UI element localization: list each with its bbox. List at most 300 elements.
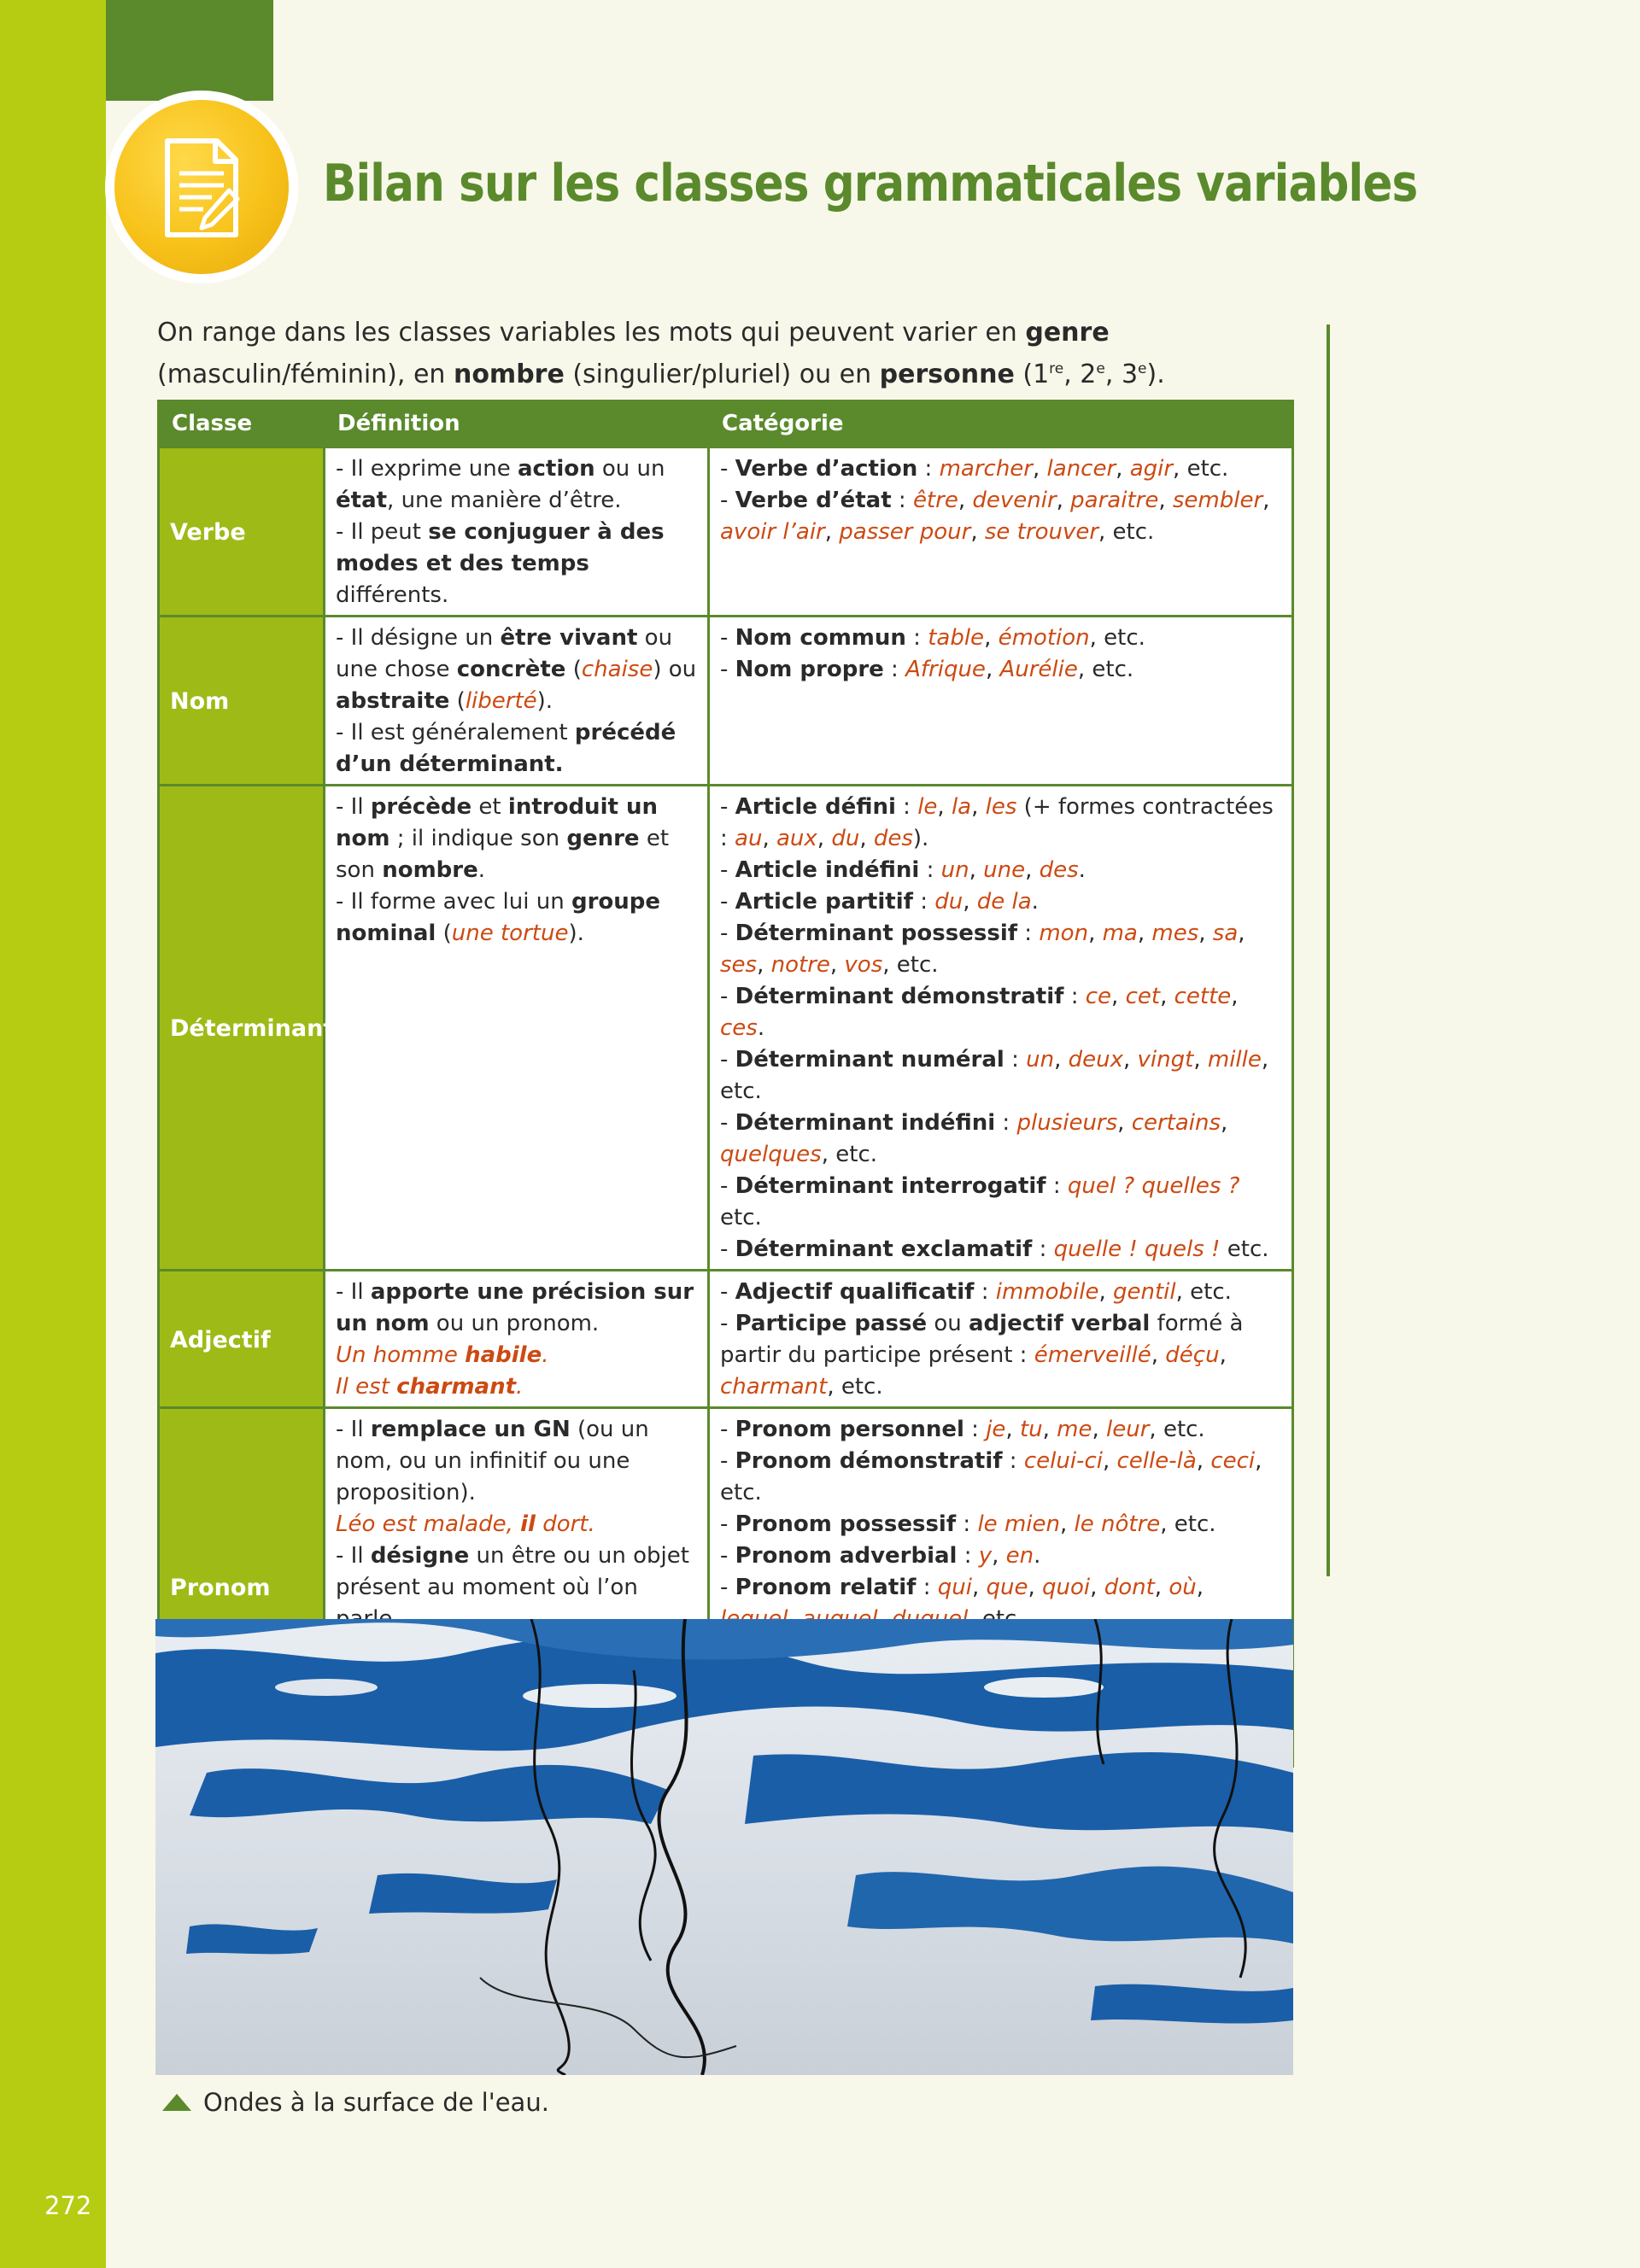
example-text: sa: [1212, 921, 1239, 946]
intro-text: ).: [1146, 359, 1165, 389]
cell-line: [720, 1171, 1281, 1234]
plain-text: ).: [568, 921, 584, 946]
page-number: 272: [44, 2191, 92, 2220]
plain-text: -: [720, 1110, 735, 1136]
bold-term: groupe nominal: [336, 889, 661, 946]
category-cell: [709, 1271, 1293, 1408]
example-text: des: [1039, 857, 1079, 883]
cell-line: [336, 1414, 697, 1509]
plain-text: ,: [972, 1575, 987, 1600]
document-icon-badge: [105, 91, 298, 284]
cell-line: [720, 1540, 1281, 1572]
cell-line: [720, 1277, 1281, 1308]
intro-sup: re: [1049, 360, 1064, 377]
example-bold: il: [520, 1511, 536, 1537]
example-text: celui-ci: [1023, 1448, 1103, 1474]
cell-line: [336, 1277, 697, 1340]
plain-text: ,: [1056, 488, 1071, 513]
bold-term: Déterminant interrogatif: [735, 1173, 1046, 1199]
example-text: immobile: [995, 1279, 1099, 1305]
example-text: tu: [1019, 1417, 1043, 1442]
example-text: chaise: [581, 657, 653, 682]
example-text: ces: [720, 1015, 758, 1041]
plain-text: et: [472, 794, 508, 820]
bold-term: introduit un nom: [336, 794, 658, 851]
definition-cell: [325, 447, 709, 617]
example-text: une: [983, 857, 1026, 883]
cell-line: [720, 792, 1281, 855]
example-text: deux: [1068, 1047, 1124, 1073]
bold-term: Nom commun: [735, 625, 906, 651]
bold-term: action: [517, 456, 595, 482]
plain-text: , etc.: [882, 952, 939, 978]
page-sidebar: [0, 0, 106, 2268]
plain-text: ,: [985, 657, 1000, 682]
plain-text: ,: [1193, 1047, 1208, 1073]
bold-term: être vivant: [500, 625, 638, 651]
plain-text: -: [720, 1417, 735, 1442]
plain-text: ,: [1117, 1110, 1132, 1136]
example-text: quelques: [720, 1142, 822, 1167]
bold-term: concrète: [456, 657, 566, 682]
plain-text: ,: [1219, 1342, 1227, 1368]
grammar-table: [157, 400, 1294, 1768]
water-ripples-photo: [155, 1619, 1293, 2075]
example-text: Un homme: [336, 1342, 466, 1368]
plain-text: ,: [937, 794, 952, 820]
plain-text: :: [912, 889, 935, 915]
example-text: mille: [1207, 1047, 1262, 1073]
plain-text: -: [720, 984, 735, 1009]
example-text: le nôtre: [1074, 1511, 1161, 1537]
example-text: le mien: [977, 1511, 1060, 1537]
table-row: [159, 1271, 1293, 1408]
example-text: des: [873, 826, 913, 851]
example-text: liberté: [465, 688, 537, 714]
example-text: table: [928, 625, 985, 651]
plain-text: ,: [992, 1543, 1006, 1569]
cell-line: [720, 918, 1281, 981]
plain-text: ,: [1092, 1417, 1107, 1442]
example-text: vingt: [1137, 1047, 1194, 1073]
example-text: y: [978, 1543, 993, 1569]
plain-text: -: [720, 1543, 735, 1569]
plain-text: , etc.: [1149, 1417, 1205, 1442]
plain-text: ,: [963, 889, 977, 915]
example-text: avoir l’air: [720, 519, 825, 545]
plain-text: -: [720, 1173, 735, 1199]
plain-text: -: [720, 1511, 735, 1537]
plain-text: - Il: [336, 1279, 371, 1305]
header-definition: Définition: [325, 401, 709, 447]
plain-text: ,: [958, 488, 973, 513]
header-categorie: Catégorie: [709, 401, 1293, 447]
plain-text: :: [1063, 984, 1086, 1009]
example-text: en: [1005, 1543, 1034, 1569]
example-text: notre: [770, 952, 830, 978]
cell-line: [720, 981, 1281, 1044]
example-text: être: [912, 488, 958, 513]
bold-term: remplace un GN: [370, 1417, 571, 1442]
bold-term: Déterminant indéfini: [735, 1110, 996, 1136]
plain-text: ,: [1059, 1511, 1075, 1537]
category-cell: [709, 617, 1293, 786]
plain-text: :: [995, 1110, 1017, 1136]
example-text: émotion: [998, 625, 1090, 651]
plain-text: (: [449, 688, 466, 714]
cell-line: [336, 623, 697, 717]
cell-line: [336, 717, 697, 780]
intro-sup: e: [1096, 360, 1105, 377]
bold-term: Déterminant exclamatif: [735, 1236, 1033, 1262]
table-row: [159, 447, 1293, 617]
example-text: vos: [844, 952, 883, 978]
plain-text: ,: [1098, 1279, 1113, 1305]
plain-text: ,: [1102, 1448, 1117, 1474]
plain-text: :: [919, 857, 941, 883]
plain-text: ou un: [594, 456, 665, 482]
bold-term: précédé d’un déterminant.: [336, 720, 676, 777]
plain-text: ,: [1033, 456, 1047, 482]
plain-text: :: [917, 456, 940, 482]
plain-text: , etc.: [1175, 1279, 1232, 1305]
plain-text: , etc.: [821, 1142, 878, 1167]
plain-text: , etc.: [827, 1374, 883, 1400]
triangle-up-icon: [162, 2094, 191, 2111]
bold-term: Pronom personnel: [735, 1417, 964, 1442]
example-text: un: [940, 857, 969, 883]
plain-text: ,: [1198, 921, 1213, 946]
bold-term: Participe passé: [735, 1311, 928, 1336]
bold-term: Pronom adverbial: [735, 1543, 958, 1569]
cell-line: [336, 1509, 697, 1540]
example-text: certains: [1131, 1110, 1221, 1136]
bold-term: Verbe d’action: [735, 456, 918, 482]
plain-text: ,: [1123, 1047, 1138, 1073]
cell-line: [720, 1414, 1281, 1446]
plain-text: ,: [829, 952, 845, 978]
bold-term: état: [336, 488, 388, 513]
example-bold: habile: [465, 1342, 542, 1368]
example-text: passer pour: [839, 519, 971, 545]
plain-text: -: [720, 889, 735, 915]
example-text: leur: [1106, 1417, 1150, 1442]
plain-text: :: [895, 794, 918, 820]
example-text: se trouver: [984, 519, 1099, 545]
plain-text: :: [974, 1279, 996, 1305]
example-text: Léo est malade,: [336, 1511, 521, 1537]
example-text: émerveillé: [1034, 1342, 1151, 1368]
intro-nombre: nombre: [453, 359, 565, 389]
table-row: [159, 617, 1293, 786]
photo-caption-row: [162, 2088, 549, 2117]
cell-line: [720, 1234, 1281, 1266]
plain-text: ,: [1196, 1575, 1204, 1600]
example-text: mon: [1039, 921, 1089, 946]
plain-text: -: [720, 657, 735, 682]
plain-text: :: [957, 1543, 979, 1569]
plain-text: :: [1004, 1047, 1027, 1073]
intro-text: (masculin/féminin), en: [157, 359, 454, 389]
intro-paragraph: [157, 314, 1302, 393]
plain-text: ,: [1116, 456, 1130, 482]
plain-text: -: [720, 488, 735, 513]
plain-text: :: [916, 1575, 938, 1600]
bold-term: précède: [370, 794, 472, 820]
intro-text: On range dans les classes variables les mots qui peuvent varier en: [157, 318, 1026, 348]
plain-text: (+ formes contractées :: [720, 794, 1274, 851]
plain-text: (ou un nom, ou un infinitif ou une proposition).: [336, 1417, 649, 1505]
example-text: qui: [937, 1575, 972, 1600]
cell-line: [336, 886, 697, 950]
plain-text: , etc.: [1098, 519, 1155, 545]
plain-text: , etc.: [1160, 1511, 1216, 1537]
bold-term: adjectif verbal: [969, 1311, 1151, 1336]
example-text: de la: [976, 889, 1032, 915]
bold-term: Article indéfini: [735, 857, 920, 883]
plain-text: ,: [1160, 984, 1174, 1009]
plain-text: ,: [984, 625, 999, 651]
intro-text: , 3: [1104, 359, 1139, 389]
cell-line: [720, 623, 1281, 654]
plain-text: ,: [1137, 921, 1152, 946]
plain-text: :: [883, 657, 906, 682]
document-pencil-icon: [164, 137, 241, 238]
intro-text: , 2: [1063, 359, 1097, 389]
example-text: paraitre: [1070, 488, 1159, 513]
plain-text: - Il forme avec lui un: [336, 889, 571, 915]
cell-line: [720, 1044, 1281, 1108]
example-text: une tortue: [451, 921, 569, 946]
bold-term: genre: [566, 826, 640, 851]
example-text: celle-là: [1116, 1448, 1197, 1474]
cell-line: [720, 1509, 1281, 1540]
example-text: Il est: [336, 1374, 397, 1400]
example-text: déçu: [1165, 1342, 1220, 1368]
page-title: Bilan sur les classes grammaticales variables: [323, 154, 1418, 213]
plain-text: ,: [1088, 921, 1103, 946]
class-cell: Nom: [159, 617, 325, 786]
example-text: du: [934, 889, 964, 915]
plain-text: ,: [1154, 1575, 1169, 1600]
example-text: quelle ! quels !: [1053, 1236, 1221, 1262]
bold-term: Verbe d’état: [735, 488, 892, 513]
plain-text: - Il: [336, 1417, 371, 1442]
plain-text: etc.: [720, 1205, 762, 1230]
plain-text: - Il peut: [336, 519, 429, 545]
example-text: un: [1026, 1047, 1055, 1073]
table-header-row: [159, 401, 1293, 447]
plain-text: - Il exprime une: [336, 456, 518, 482]
plain-text: -: [720, 1311, 735, 1336]
plain-text: ou: [927, 1311, 969, 1336]
cell-line: [336, 1340, 697, 1371]
plain-text: - Il est généralement: [336, 720, 575, 745]
class-cell: Adjectif: [159, 1271, 325, 1408]
plain-text: :: [1002, 1448, 1024, 1474]
example-text: sembler: [1172, 488, 1263, 513]
plain-text: :: [891, 488, 913, 513]
bold-term: Article défini: [735, 794, 896, 820]
example-text: plusieurs: [1016, 1110, 1118, 1136]
intro-text: (singulier/pluriel) ou en: [564, 359, 880, 389]
example-text: agir: [1129, 456, 1174, 482]
plain-text: .: [1078, 857, 1086, 883]
example-text: où: [1168, 1575, 1197, 1600]
example-text: devenir: [972, 488, 1057, 513]
plain-text: (: [565, 657, 582, 682]
plain-text: -: [720, 456, 735, 482]
class-cell: Verbe: [159, 447, 325, 617]
bold-term: Déterminant numéral: [735, 1047, 1004, 1073]
plain-text: -: [720, 921, 735, 946]
plain-text: ou une chose: [336, 625, 673, 682]
plain-text: :: [1017, 921, 1040, 946]
example-text: ce: [1085, 984, 1112, 1009]
example-bold: charmant: [396, 1374, 517, 1400]
margin-rule: [1327, 324, 1330, 1576]
plain-text: ,: [859, 826, 874, 851]
plain-text: ,: [1238, 921, 1245, 946]
plain-text: ; il indique son: [390, 826, 567, 851]
plain-text: différents.: [336, 582, 449, 608]
example-text: Aurélie: [999, 657, 1078, 682]
plain-text: ,: [1005, 1417, 1020, 1442]
plain-text: - Il: [336, 1543, 371, 1569]
plain-text: ,: [1151, 1342, 1166, 1368]
plain-text: un être ou un objet présent au moment où l’on: [336, 1543, 689, 1600]
bold-term: Déterminant démonstratif: [735, 984, 1064, 1009]
cell-line: [336, 453, 697, 517]
example-text: mes: [1151, 921, 1199, 946]
plain-text: ,: [824, 519, 840, 545]
intro-text: (1: [1014, 359, 1050, 389]
plain-text: ,: [1028, 1575, 1043, 1600]
plain-text: , une manière d’être.: [387, 488, 622, 513]
bold-term: se conjuguer à des modes et des temps: [336, 519, 665, 576]
cell-line: [720, 485, 1281, 548]
example-text: cette: [1174, 984, 1232, 1009]
plain-text: ,: [1090, 1575, 1104, 1600]
cell-line: [720, 1308, 1281, 1403]
plain-text: ,: [969, 857, 984, 883]
header-classe: Classe: [159, 401, 325, 447]
plain-text: , etc.: [720, 1047, 1269, 1104]
bold-term: Pronom relatif: [735, 1575, 917, 1600]
bold-term: nombre: [382, 857, 478, 883]
cell-line: [336, 517, 697, 611]
plain-text: -: [720, 1236, 735, 1262]
example-text: Afrique: [905, 657, 986, 682]
example-text: au: [735, 826, 763, 851]
plain-text: -: [720, 1279, 735, 1305]
cell-line: [720, 1108, 1281, 1171]
example-text: charmant: [720, 1374, 828, 1400]
bold-term: Pronom démonstratif: [735, 1448, 1003, 1474]
plain-text: ,: [1262, 488, 1270, 513]
class-cell: Pronom: [159, 1408, 325, 1767]
definition-cell: [325, 1271, 709, 1408]
plain-text: -: [720, 1448, 735, 1474]
example-text: dort.: [535, 1511, 595, 1537]
category-cell: [709, 786, 1293, 1271]
example-text: ceci: [1210, 1448, 1256, 1474]
plain-text: formé à partir du participe présent :: [720, 1311, 1244, 1368]
plain-text: ,: [1042, 1417, 1057, 1442]
intro-personne: personne: [879, 359, 1015, 389]
plain-text: :: [1032, 1236, 1054, 1262]
example-text: gentil: [1113, 1279, 1176, 1305]
definition-cell: [325, 617, 709, 786]
plain-text: ,: [1221, 1110, 1228, 1136]
bold-term: Nom propre: [735, 657, 884, 682]
intro-sup: e: [1138, 360, 1147, 377]
plain-text: etc.: [1220, 1236, 1269, 1262]
cell-line: [720, 855, 1281, 886]
plain-text: ,: [1111, 984, 1126, 1009]
example-text: cet: [1125, 984, 1161, 1009]
example-text: .: [542, 1342, 549, 1368]
example-text: le: [917, 794, 938, 820]
plain-text: ,: [817, 826, 832, 851]
plain-text: :: [905, 625, 928, 651]
cell-line: [720, 886, 1281, 918]
plain-text: ,: [1025, 857, 1040, 883]
bold-term: Déterminant possessif: [735, 921, 1018, 946]
plain-text: .: [757, 1015, 765, 1041]
plain-text: -: [720, 1575, 735, 1600]
plain-text: ,: [970, 519, 985, 545]
example-text: me: [1057, 1417, 1092, 1442]
plain-text: ,: [757, 952, 771, 978]
plain-text: ,: [762, 826, 776, 851]
bold-term: apporte une précision sur un nom: [336, 1279, 694, 1336]
plain-text: (: [436, 921, 452, 946]
example-text: aux: [776, 826, 817, 851]
plain-text: -: [720, 857, 735, 883]
example-text: lancer: [1046, 456, 1116, 482]
example-text: quoi: [1042, 1575, 1091, 1600]
example-text: du: [831, 826, 860, 851]
plain-text: ,: [1231, 984, 1239, 1009]
plain-text: ,: [971, 794, 986, 820]
plain-text: ou un pronom.: [429, 1311, 600, 1336]
bold-term: abstraite: [336, 688, 450, 714]
plain-text: ,: [1196, 1448, 1211, 1474]
intro-genre: genre: [1025, 318, 1110, 348]
plain-text: ,: [1054, 1047, 1069, 1073]
cell-line: [720, 1446, 1281, 1509]
plain-text: ).: [536, 688, 554, 714]
example-text: quel ? quelles ?: [1067, 1173, 1240, 1199]
example-text: je: [986, 1417, 1006, 1442]
plain-text: -: [720, 625, 735, 651]
plain-text: - Il: [336, 794, 371, 820]
plain-text: , etc.: [1089, 625, 1145, 651]
class-cell: Déterminant: [159, 786, 325, 1271]
example-text: ma: [1102, 921, 1138, 946]
example-text: les: [985, 794, 1017, 820]
plain-text: .: [477, 857, 485, 883]
example-text: la: [951, 794, 972, 820]
example-text: dont: [1104, 1575, 1155, 1600]
plain-text: et son: [336, 826, 670, 883]
cell-line: [336, 792, 697, 886]
plain-text: -: [720, 794, 735, 820]
plain-text: , etc.: [720, 1448, 1262, 1505]
plain-text: ) ou: [653, 657, 697, 682]
photo-caption: Ondes à la surface de l'eau.: [203, 2088, 549, 2117]
